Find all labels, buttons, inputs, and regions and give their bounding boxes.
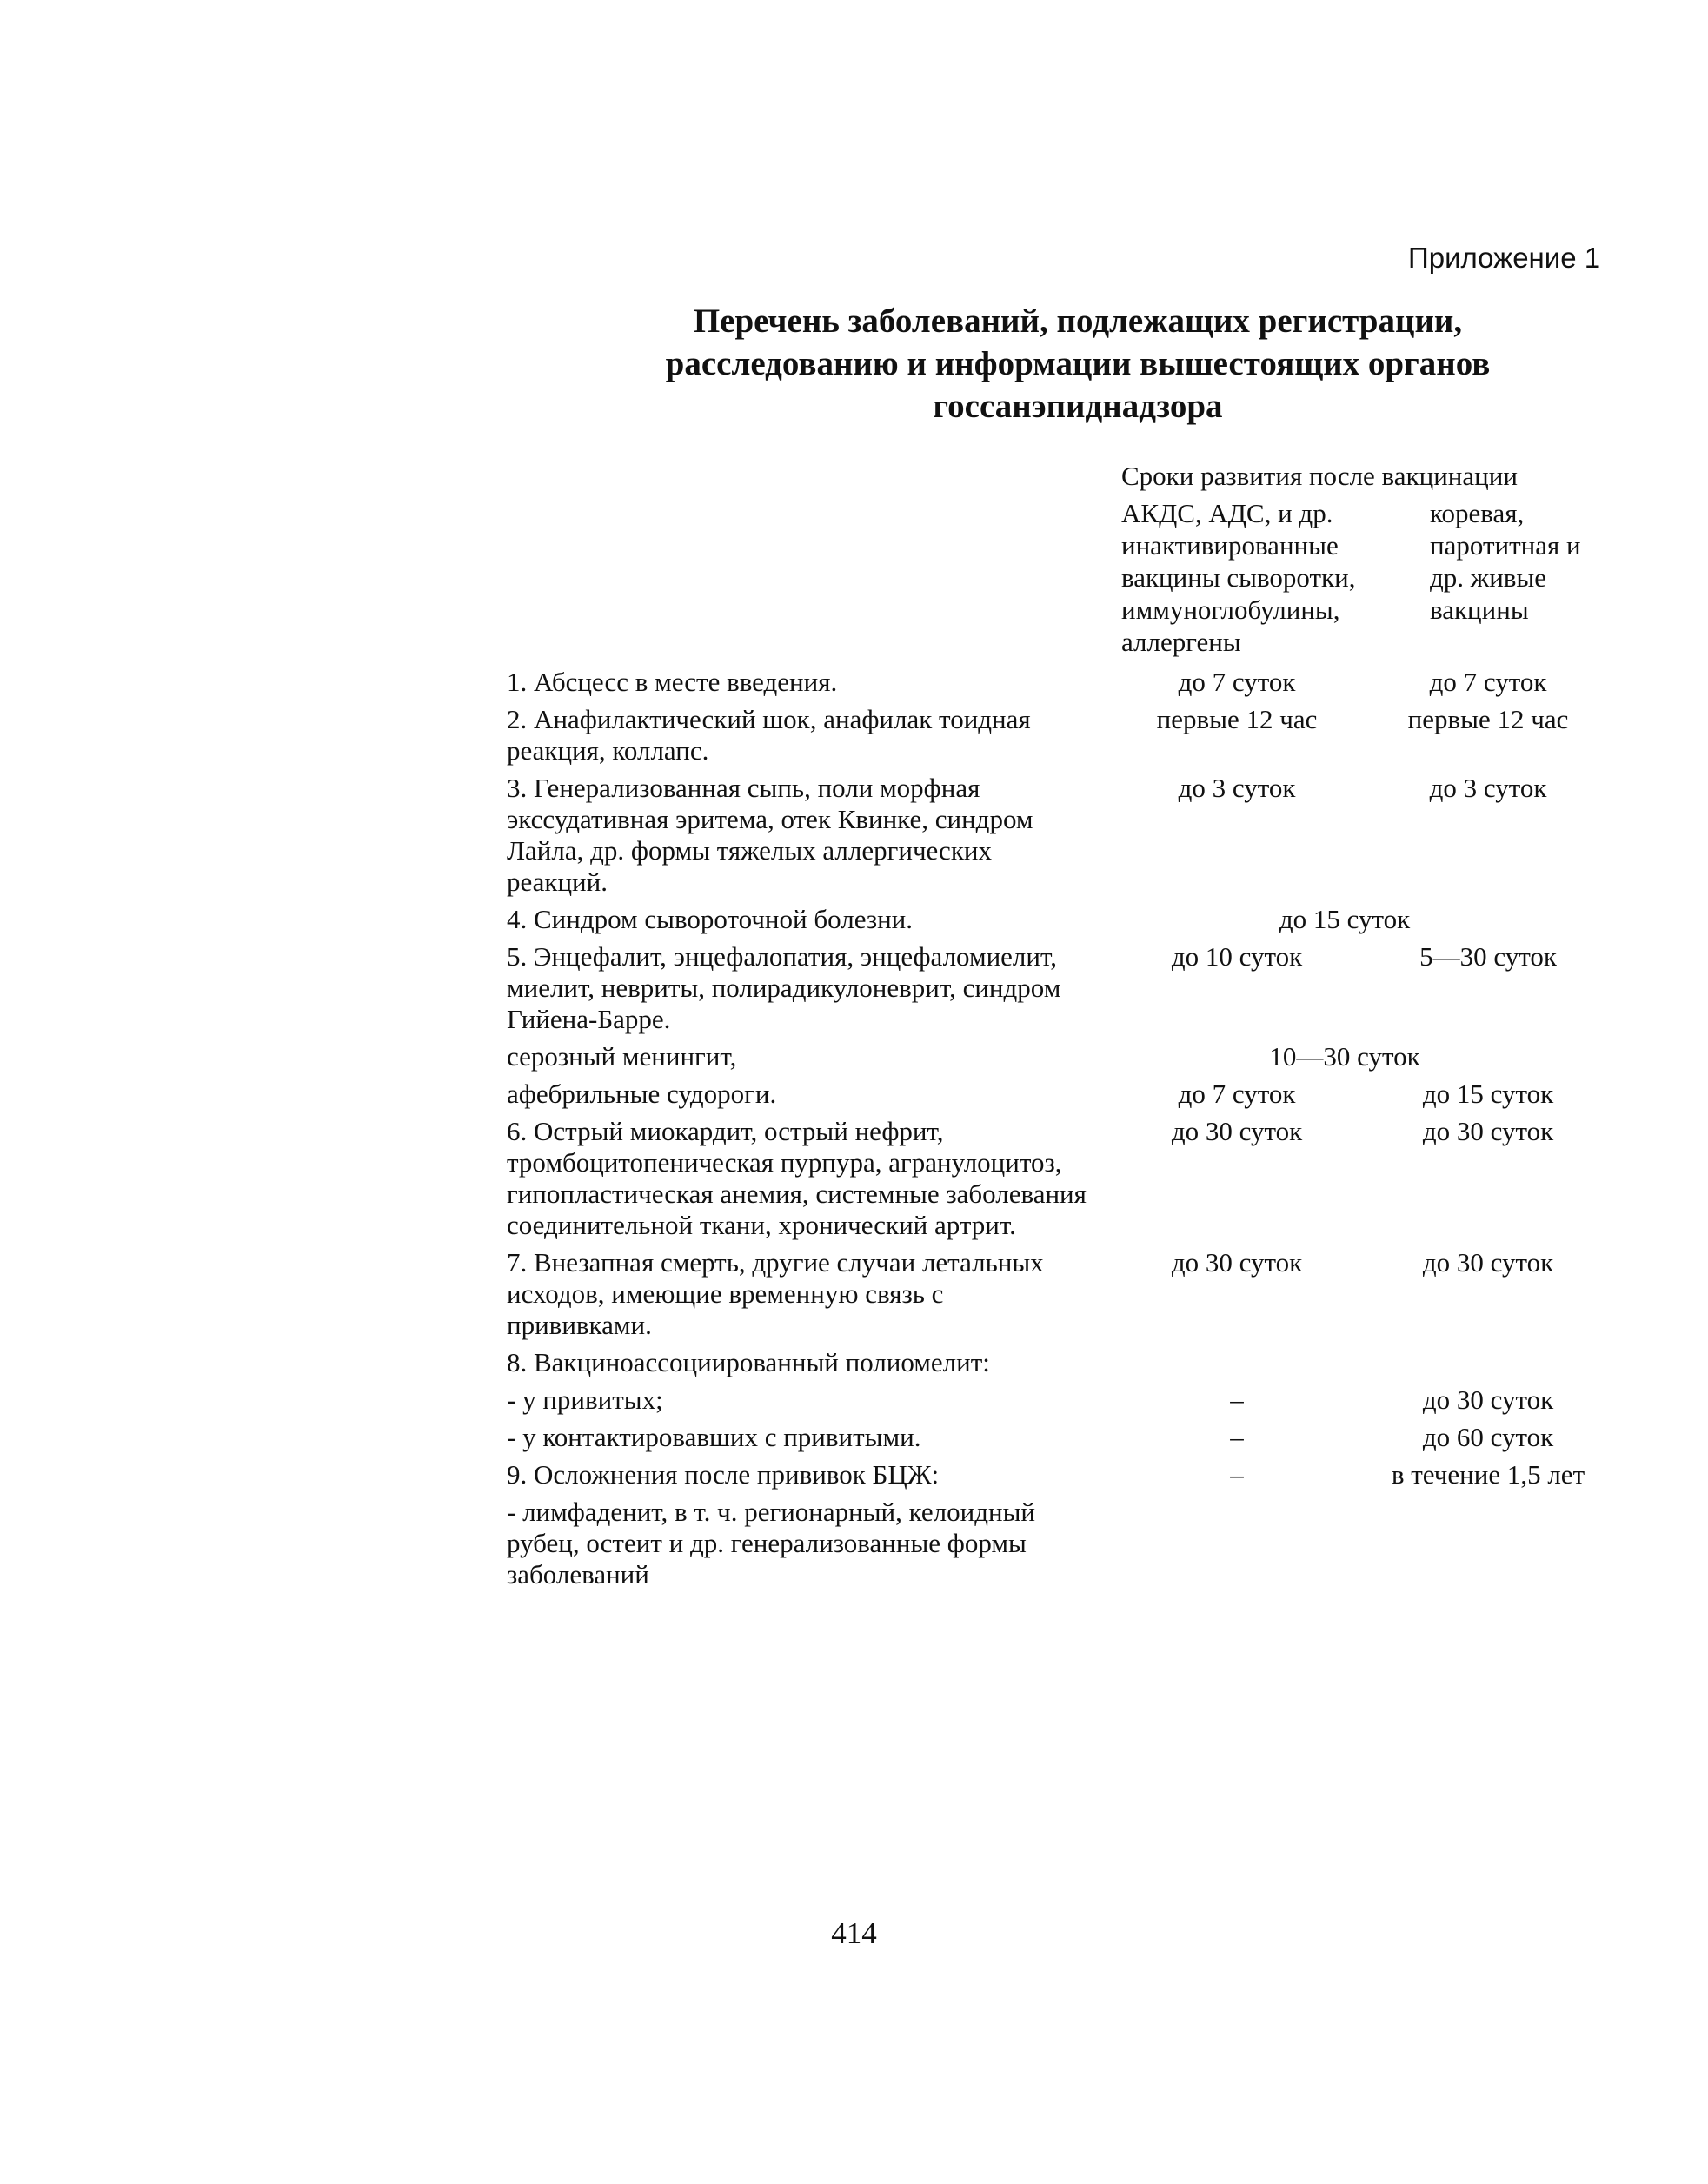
row-value-live: в течение 1,5 лет <box>1391 1459 1585 1490</box>
header-subcolumns <box>1121 497 1625 658</box>
row-label: - лимфаденит, в т. ч. регионарный, келоидный рубец, остеит и др. генерализованные формы заболеваний <box>507 1497 1036 1590</box>
table-row <box>507 1079 1637 1110</box>
table-row <box>507 1422 1637 1453</box>
table-row <box>507 1041 1637 1072</box>
row-label: 1. Абсцесс в месте введения. <box>507 667 838 697</box>
row-value-inactivated <box>1093 1347 1380 1378</box>
table-row <box>507 704 1637 767</box>
document-title <box>556 300 1599 428</box>
row-value-live: до 3 суток <box>1429 773 1547 803</box>
title-line-3: госсанэпиднадзора <box>933 388 1223 425</box>
header-group-label: Сроки развития после вакцинации <box>1121 461 1518 491</box>
row-label: 6. Острый миокардит, острый нефрит, тромбоцитопеническая пурпура, агранулоцитоз, гипопластическая анемия, системные заболевания соединительной ткани, хронический артрит. <box>507 1116 1087 1240</box>
table-row <box>507 904 1637 935</box>
row-value-live: до 60 суток <box>1422 1422 1554 1452</box>
row-value-live: 5—30 суток <box>1419 941 1557 972</box>
table-row <box>507 1497 1637 1590</box>
table-row <box>507 1116 1637 1241</box>
row-label: 2. Анафилактический шок, анафилак тоидная реакция, коллапс. <box>507 704 1031 766</box>
row-value-inactivated: до 10 суток <box>1171 941 1303 972</box>
row-value-inactivated: первые 12 час <box>1156 704 1318 734</box>
row-value-inactivated: – <box>1230 1459 1244 1490</box>
table-row <box>507 1384 1637 1416</box>
row-value-inactivated: – <box>1230 1384 1244 1415</box>
header-col-inactivated: АКДС, АДС, и др. инактивированные вакцины сыворотки, иммуноглобулины, аллергены <box>1121 498 1356 657</box>
table-row <box>507 773 1637 898</box>
row-value-live: до 30 суток <box>1422 1247 1554 1278</box>
row-value-inactivated: до 7 суток <box>1178 1079 1296 1109</box>
row-label: 7. Внезапная смерть, другие случаи летальных исходов, имеющие временную связь с прививками. <box>507 1247 1044 1340</box>
header-col-live: коревая, паротитная и др. живые вакцины <box>1430 498 1581 625</box>
row-value-live: до 7 суток <box>1429 667 1547 697</box>
row-value-inactivated: до 7 суток <box>1178 667 1296 697</box>
title-line-1: Перечень заболеваний, подлежащих регистрации, <box>693 302 1463 340</box>
table-row <box>507 667 1637 698</box>
row-value-inactivated: до 30 суток <box>1171 1247 1303 1278</box>
row-value-live <box>1380 1347 1596 1378</box>
title-line-2: расследованию и информации вышестоящих органов <box>665 345 1491 382</box>
row-value-live <box>1380 1497 1596 1590</box>
row-value-inactivated: до 30 суток <box>1171 1116 1303 1146</box>
row-label: 5. Энцефалит, энцефалопатия, энцефаломиелит, миелит, невриты, полирадикулоневрит, синдром Гийена-Барре. <box>507 941 1061 1034</box>
row-value-inactivated: до 3 суток <box>1178 773 1296 803</box>
table-row <box>507 1459 1637 1490</box>
row-label: - у привитых; <box>507 1384 663 1415</box>
row-value-live: первые 12 час <box>1407 704 1569 734</box>
row-value-both: 10—30 суток <box>1269 1041 1420 1072</box>
row-value-both: до 15 суток <box>1279 904 1411 934</box>
table-body <box>507 667 1637 1597</box>
row-label: афебрильные судороги. <box>507 1079 777 1109</box>
table-header <box>1121 459 1625 658</box>
row-value-live: до 15 суток <box>1422 1079 1554 1109</box>
row-value-live: до 30 суток <box>1422 1116 1554 1146</box>
row-value-inactivated <box>1093 1497 1380 1590</box>
row-value-inactivated: – <box>1230 1422 1244 1452</box>
table-row <box>507 1247 1637 1341</box>
row-label: - у контактировавших с привитыми. <box>507 1422 921 1452</box>
row-label: 8. Вакциноассоциированный полиомелит: <box>507 1347 990 1377</box>
row-label: 4. Синдром сывороточной болезни. <box>507 904 914 934</box>
page-number: 414 <box>831 1916 877 1950</box>
row-value-live: до 30 суток <box>1422 1384 1554 1415</box>
table-row <box>507 941 1637 1035</box>
row-label: 9. Осложнения после прививок БЦЖ: <box>507 1459 940 1490</box>
table-row <box>507 1347 1637 1378</box>
row-label: 3. Генерализованная сыпь, поли морфная экссудативная эритема, отек Квинке, синдром Лайла, др. формы тяжелых аллергических реакций. <box>507 773 1033 897</box>
row-label: серозный менингит, <box>507 1041 737 1072</box>
appendix-label: Приложение 1 <box>1408 242 1601 274</box>
